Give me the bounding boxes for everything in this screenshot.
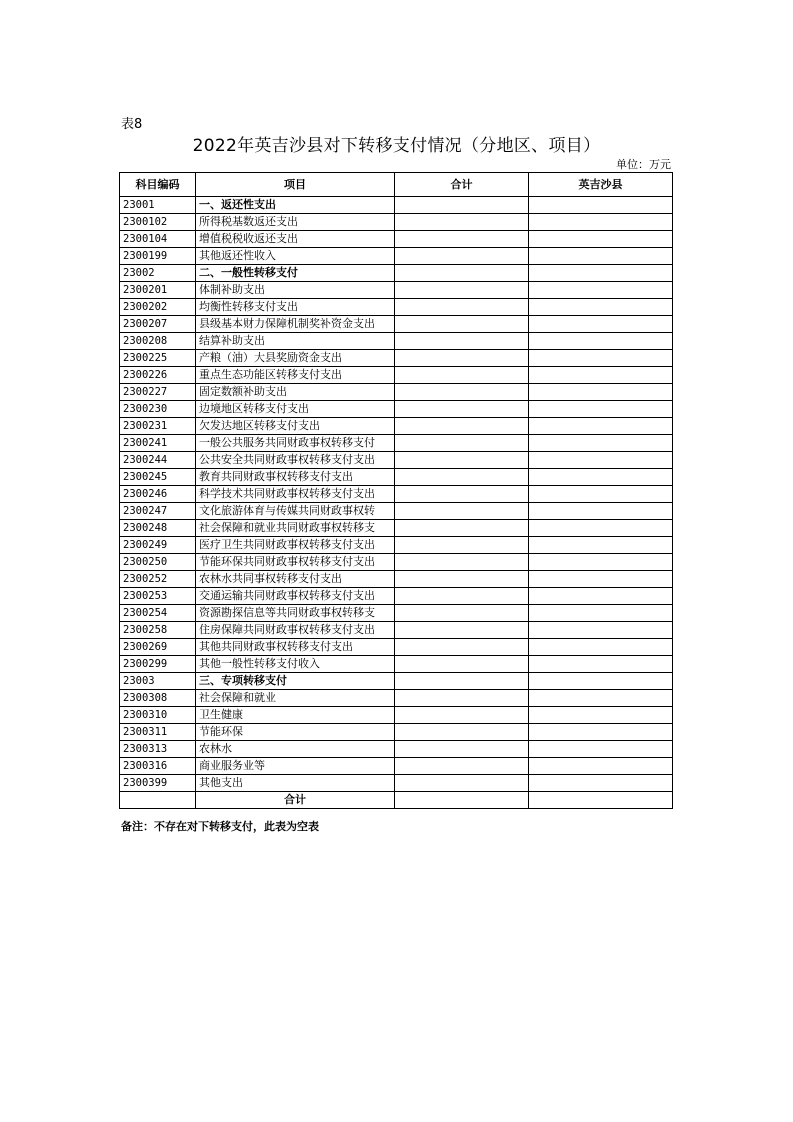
row-code: 2300225: [120, 350, 196, 367]
row-total: [395, 452, 529, 469]
row-total: [395, 469, 529, 486]
row-item: 科学技术共同财政事权转移支付支出: [196, 486, 395, 503]
table-row: [120, 758, 673, 775]
table-row: [120, 248, 673, 265]
row-county: [529, 775, 673, 792]
table-row: [120, 571, 673, 588]
row-item: 其他共同财政事权转移支付支出: [196, 639, 395, 656]
row-county: [529, 588, 673, 605]
row-code: 2300226: [120, 367, 196, 384]
footnote: 备注：不存在对下转移支付，此表为空表: [121, 820, 319, 833]
table-row: [120, 401, 673, 418]
row-item: 三、专项转移支付: [196, 673, 395, 690]
row-item: 教育共同财政事权转移支付支出: [196, 469, 395, 486]
table-row: [120, 367, 673, 384]
row-county: [529, 469, 673, 486]
row-total: [395, 758, 529, 775]
row-code: 2300245: [120, 469, 196, 486]
row-code: 2300253: [120, 588, 196, 605]
row-item: 社会保障和就业共同财政事权转移支: [196, 520, 395, 537]
row-code: 2300250: [120, 554, 196, 571]
row-county: [529, 265, 673, 282]
row-code: 2300208: [120, 333, 196, 350]
row-item: 住房保障共同财政事权转移支付支出: [196, 622, 395, 639]
row-total: [395, 316, 529, 333]
row-total: [395, 282, 529, 299]
row-code: 23002: [120, 265, 196, 282]
table-row: [120, 384, 673, 401]
row-county: [529, 299, 673, 316]
row-county: [529, 452, 673, 469]
row-county: [529, 554, 673, 571]
row-total: [395, 197, 529, 214]
row-code: 2300299: [120, 656, 196, 673]
row-county: [529, 622, 673, 639]
row-county: [529, 333, 673, 350]
row-code: 2300199: [120, 248, 196, 265]
row-total: [395, 622, 529, 639]
row-item: 其他支出: [196, 775, 395, 792]
row-county: [529, 435, 673, 452]
row-item: 交通运输共同财政事权转移支付支出: [196, 588, 395, 605]
row-code: 2300201: [120, 282, 196, 299]
row-item: 增值税税收返还支出: [196, 231, 395, 248]
table-header-row: [120, 173, 673, 197]
table-row: [120, 537, 673, 554]
table-row: [120, 639, 673, 656]
row-total: [395, 588, 529, 605]
table-row: [120, 452, 673, 469]
row-code: 23003: [120, 673, 196, 690]
row-code: 2300316: [120, 758, 196, 775]
row-code: 2300230: [120, 401, 196, 418]
row-total: [395, 775, 529, 792]
row-county: [529, 367, 673, 384]
row-county: [529, 741, 673, 758]
row-total: [395, 265, 529, 282]
row-total: [395, 486, 529, 503]
unit-label: 单位：万元: [616, 158, 671, 171]
total-sum-cell: [395, 792, 529, 809]
total-label: 合计: [196, 792, 395, 809]
row-county: [529, 520, 673, 537]
table-row: [120, 503, 673, 520]
row-total: [395, 605, 529, 622]
row-county: [529, 384, 673, 401]
table-row: [120, 673, 673, 690]
row-item: 节能环保: [196, 724, 395, 741]
total-row: [120, 792, 673, 809]
row-total: [395, 537, 529, 554]
row-total: [395, 299, 529, 316]
row-total: [395, 741, 529, 758]
table-row: [120, 588, 673, 605]
header-county: 英吉沙县: [529, 173, 673, 197]
table-row: [120, 350, 673, 367]
row-code: 2300311: [120, 724, 196, 741]
row-total: [395, 214, 529, 231]
row-total: [395, 707, 529, 724]
row-code: 2300254: [120, 605, 196, 622]
row-total: [395, 384, 529, 401]
table-row: [120, 741, 673, 758]
row-total: [395, 367, 529, 384]
row-item: 重点生态功能区转移支付支出: [196, 367, 395, 384]
table-row: [120, 282, 673, 299]
row-total: [395, 639, 529, 656]
table-row: [120, 265, 673, 282]
row-code: 2300207: [120, 316, 196, 333]
table-row: [120, 231, 673, 248]
row-total: [395, 350, 529, 367]
row-code: 2300313: [120, 741, 196, 758]
row-item: 均衡性转移支付支出: [196, 299, 395, 316]
row-code: 2300258: [120, 622, 196, 639]
row-item: 其他返还性收入: [196, 248, 395, 265]
row-item: 商业服务业等: [196, 758, 395, 775]
row-county: [529, 418, 673, 435]
total-empty-cell: [120, 792, 196, 809]
table-row: [120, 214, 673, 231]
row-code: 2300249: [120, 537, 196, 554]
row-county: [529, 673, 673, 690]
row-item: 一般公共服务共同财政事权转移支付: [196, 435, 395, 452]
row-item: 县级基本财力保障机制奖补资金支出: [196, 316, 395, 333]
row-county: [529, 707, 673, 724]
header-total: 合计: [395, 173, 529, 197]
table-row: [120, 605, 673, 622]
row-county: [529, 639, 673, 656]
row-item: 结算补助支出: [196, 333, 395, 350]
row-code: 2300227: [120, 384, 196, 401]
table-row: [120, 197, 673, 214]
row-item: 节能环保共同财政事权转移支付支出: [196, 554, 395, 571]
table-row: [120, 333, 673, 350]
table-row: [120, 299, 673, 316]
row-item: 所得税基数返还支出: [196, 214, 395, 231]
row-total: [395, 435, 529, 452]
table-row: [120, 622, 673, 639]
row-item: 一、返还性支出: [196, 197, 395, 214]
table-row: [120, 520, 673, 537]
table-number: 表8: [121, 117, 143, 132]
row-total: [395, 724, 529, 741]
row-county: [529, 214, 673, 231]
table-row: [120, 435, 673, 452]
table-row: [120, 469, 673, 486]
row-code: 2300246: [120, 486, 196, 503]
row-code: 2300102: [120, 214, 196, 231]
table-row: [120, 707, 673, 724]
row-total: [395, 231, 529, 248]
row-item: 体制补助支出: [196, 282, 395, 299]
row-item: 文化旅游体育与传媒共同财政事权转: [196, 503, 395, 520]
row-item: 二、一般性转移支付: [196, 265, 395, 282]
row-code: 2300231: [120, 418, 196, 435]
table-row: [120, 724, 673, 741]
row-code: 2300308: [120, 690, 196, 707]
row-total: [395, 690, 529, 707]
row-county: [529, 486, 673, 503]
row-county: [529, 605, 673, 622]
row-item: 农林水: [196, 741, 395, 758]
row-code: 2300244: [120, 452, 196, 469]
row-county: [529, 690, 673, 707]
row-total: [395, 418, 529, 435]
table-body: [120, 197, 673, 792]
row-code: 2300247: [120, 503, 196, 520]
row-item: 农林水共同事权转移支付支出: [196, 571, 395, 588]
row-county: [529, 724, 673, 741]
row-total: [395, 554, 529, 571]
row-code: 23001: [120, 197, 196, 214]
table-row: [120, 418, 673, 435]
row-item: 固定数额补助支出: [196, 384, 395, 401]
total-county-cell: [529, 792, 673, 809]
row-total: [395, 248, 529, 265]
row-total: [395, 520, 529, 537]
row-county: [529, 350, 673, 367]
row-county: [529, 571, 673, 588]
row-county: [529, 231, 673, 248]
row-county: [529, 282, 673, 299]
table-row: [120, 316, 673, 333]
table-row: [120, 656, 673, 673]
header-item: 项目: [196, 173, 395, 197]
row-item: 社会保障和就业: [196, 690, 395, 707]
row-county: [529, 197, 673, 214]
row-total: [395, 333, 529, 350]
row-code: 2300399: [120, 775, 196, 792]
row-item: 产粮（油）大县奖励资金支出: [196, 350, 395, 367]
row-total: [395, 673, 529, 690]
row-total: [395, 401, 529, 418]
row-county: [529, 503, 673, 520]
row-county: [529, 401, 673, 418]
row-code: 2300104: [120, 231, 196, 248]
row-county: [529, 758, 673, 775]
row-code: 2300252: [120, 571, 196, 588]
row-code: 2300310: [120, 707, 196, 724]
row-item: 医疗卫生共同财政事权转移支付支出: [196, 537, 395, 554]
row-total: [395, 503, 529, 520]
table-row: [120, 690, 673, 707]
row-item: 公共安全共同财政事权转移支付支出: [196, 452, 395, 469]
row-total: [395, 656, 529, 673]
row-code: 2300241: [120, 435, 196, 452]
table-row: [120, 775, 673, 792]
header-code: 科目编码: [120, 173, 196, 197]
row-total: [395, 571, 529, 588]
row-item: 卫生健康: [196, 707, 395, 724]
table-row: [120, 486, 673, 503]
row-item: 其他一般性转移支付收入: [196, 656, 395, 673]
transfer-payment-table: [119, 172, 673, 809]
row-code: 2300269: [120, 639, 196, 656]
row-county: [529, 656, 673, 673]
row-county: [529, 316, 673, 333]
row-item: 欠发达地区转移支付支出: [196, 418, 395, 435]
row-item: 资源勘探信息等共同财政事权转移支: [196, 605, 395, 622]
table-row: [120, 554, 673, 571]
row-county: [529, 537, 673, 554]
row-county: [529, 248, 673, 265]
page-title: 2022年英吉沙县对下转移支付情况（分地区、项目）: [192, 136, 601, 156]
row-item: 边境地区转移支付支出: [196, 401, 395, 418]
row-code: 2300202: [120, 299, 196, 316]
row-code: 2300248: [120, 520, 196, 537]
